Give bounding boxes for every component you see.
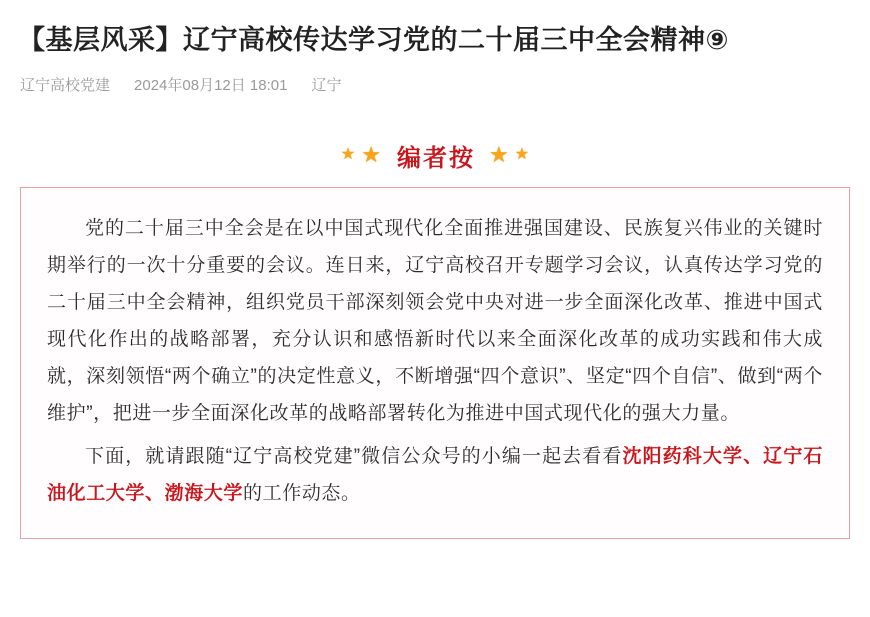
paragraph-2-highlight: 沈阳药科大学、辽宁石油化工大学、渤海大学 — [47, 446, 823, 504]
star-icon: ★ — [361, 142, 381, 167]
star-icon: ★ — [489, 142, 509, 167]
paragraph-2-suffix: 的工作动态。 — [243, 483, 361, 504]
page-title: 【基层风采】辽宁高校传达学习党的二十届三中全会精神⑨ — [18, 25, 729, 55]
meta-region: 辽宁 — [311, 77, 342, 94]
editor-note-banner — [18, 133, 852, 177]
meta-date: 2024年08月12日 18:01 — [134, 77, 288, 94]
editor-note-label: 编者按 — [397, 144, 475, 172]
star-icon: ★ — [514, 146, 530, 163]
star-group-left — [341, 144, 381, 166]
star-icon: ★ — [340, 146, 356, 163]
star-group-right — [489, 144, 529, 166]
editor-note-box — [20, 187, 850, 539]
article-meta — [18, 60, 852, 95]
editor-note-paragraph-2 — [47, 438, 823, 512]
paragraph-2-prefix: 下面，就请跟随“辽宁高校党建”微信公众号的小编一起去看看 — [85, 446, 623, 467]
meta-source: 辽宁高校党建 — [20, 77, 111, 94]
editor-note-paragraph-1: 党的二十届三中全会是在以中国式现代化全面推进强国建设、民族复兴伟业的关键时期举行的一次十分重要的会议。连日来，辽宁高校召开专题学习会议，认真传达学习党的二十届三中全会精神，组织党员干部深刻领会党中央对进一步全面深化改革、推进中国式现代化作出的战略部署，充分认识和感悟新时代以来全面深化改革的成功实践和伟大成就，深刻领悟“两个确立”的决定性意义，不断增强“四个意识”、坚定“四个自信”、做到“两个维护”，把进一步全面深化改革的战略部署转化为推进中国式现代化的强大力量。 — [47, 218, 823, 424]
